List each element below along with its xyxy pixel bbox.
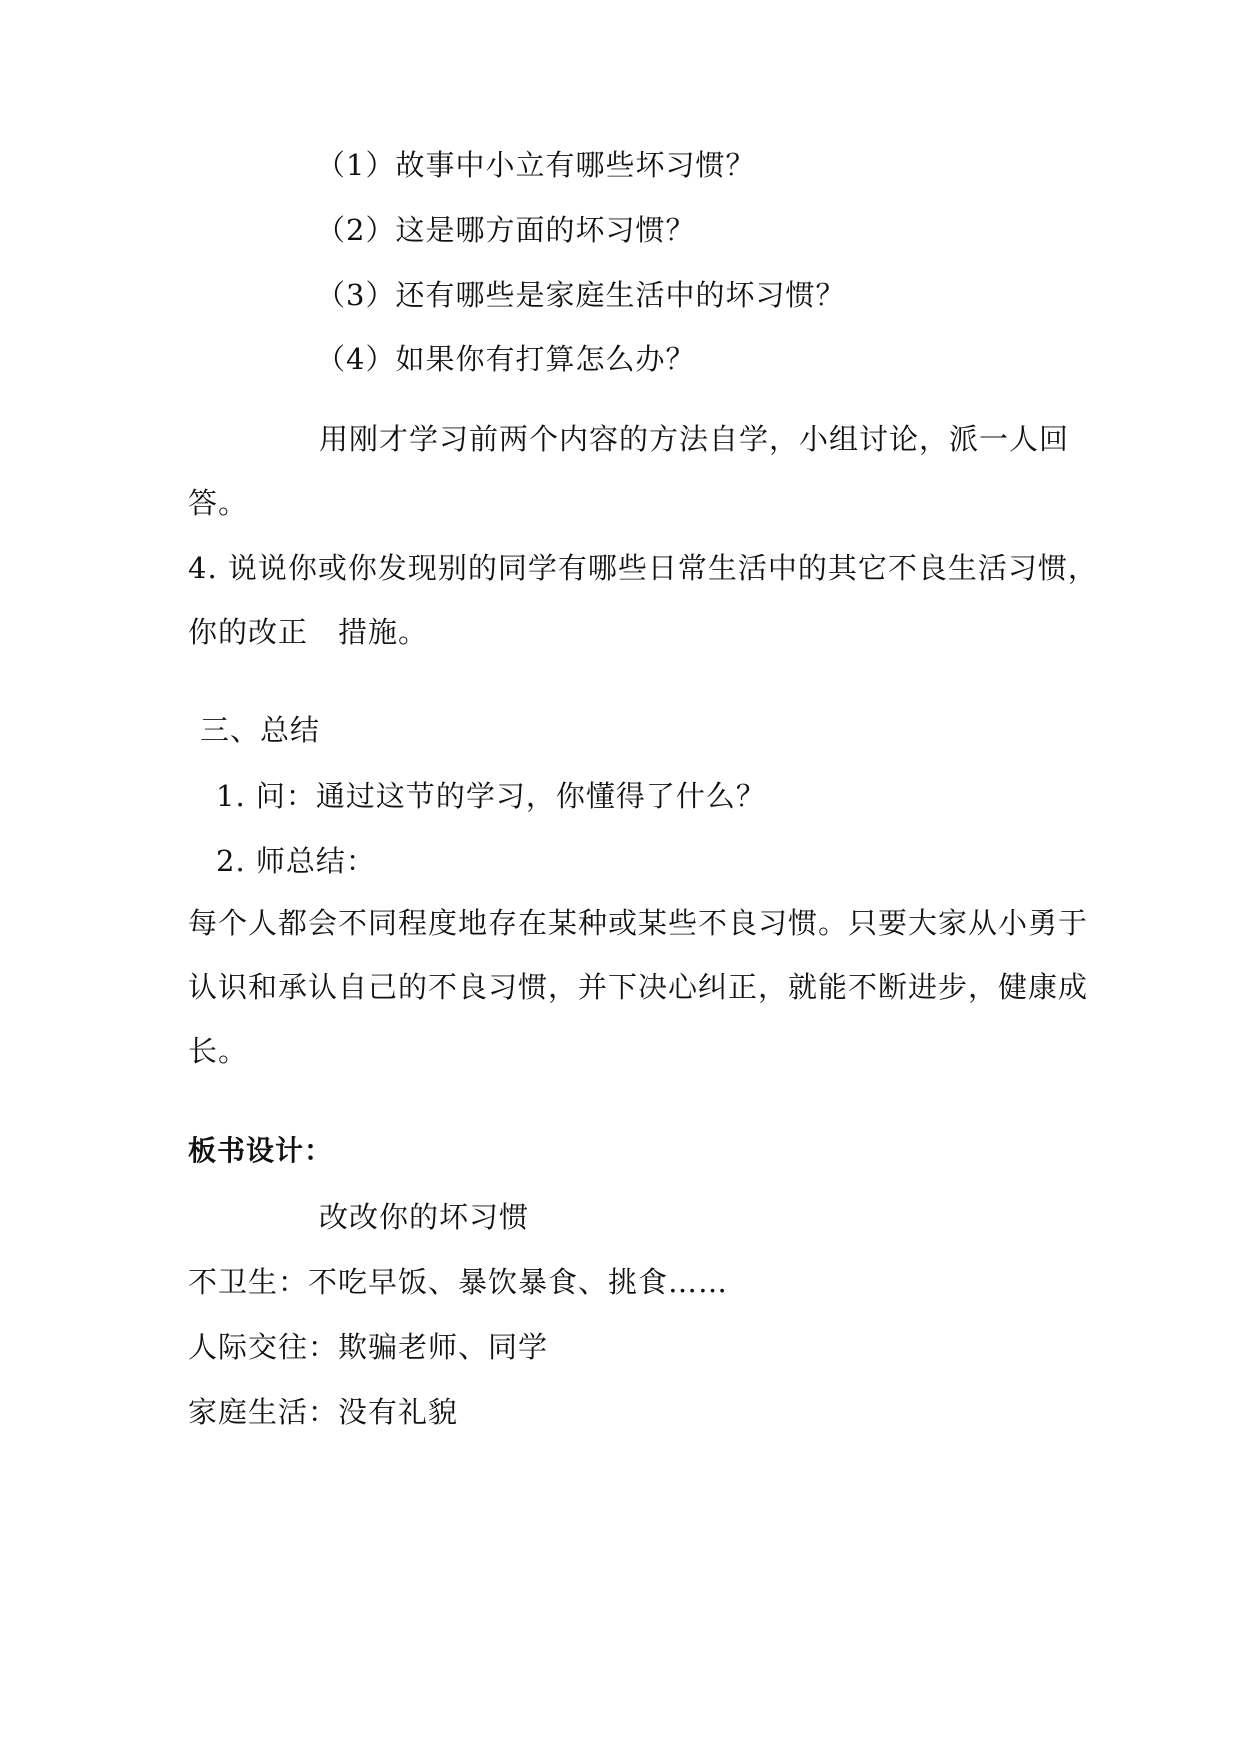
summary-paragraph-line-3: 长。 (188, 1034, 249, 1068)
summary-question-2: 2. 师总结： (216, 844, 376, 878)
summary-paragraph-line-2: 认识和承认自己的不良习惯，并下决心纠正，就能不断进步，健康成 (188, 970, 1089, 1004)
board-row-family: 家庭生活：没有礼貌 (188, 1395, 459, 1429)
board-title: 改改你的坏习惯 (319, 1200, 530, 1234)
board-design-heading: 板书设计： (188, 1134, 334, 1167)
self-study-line-1: 用刚才学习前两个内容的方法自学，小组讨论，派一人回 (319, 422, 1070, 456)
question-4: （4）如果你有打算怎么办？ (316, 342, 696, 376)
board-row-hygiene: 不卫生：不吃早饭、暴饮暴食、挑食…… (188, 1265, 729, 1299)
summary-question-1: 1. 问：通过这节的学习，你懂得了什么？ (216, 779, 766, 813)
self-study-line-2: 答。 (188, 486, 249, 520)
board-row-social: 人际交往：欺骗老师、同学 (188, 1330, 549, 1364)
summary-heading: 三、总结 (200, 713, 321, 747)
summary-paragraph-line-1: 每个人都会不同程度地存在某种或某些不良习惯。只要大家从小勇于 (188, 906, 1089, 940)
question-1: （1）故事中小立有哪些坏习惯？ (316, 148, 756, 182)
item-4-line-1: 4. 说说你或你发现别的同学有哪些日常生活中的其它不良生活习惯， (188, 551, 1098, 585)
question-3: （3）还有哪些是家庭生活中的坏习惯？ (316, 278, 846, 312)
question-2: （2）这是哪方面的坏习惯？ (316, 213, 696, 247)
item-4-line-2: 你的改正 措施。 (188, 615, 429, 649)
